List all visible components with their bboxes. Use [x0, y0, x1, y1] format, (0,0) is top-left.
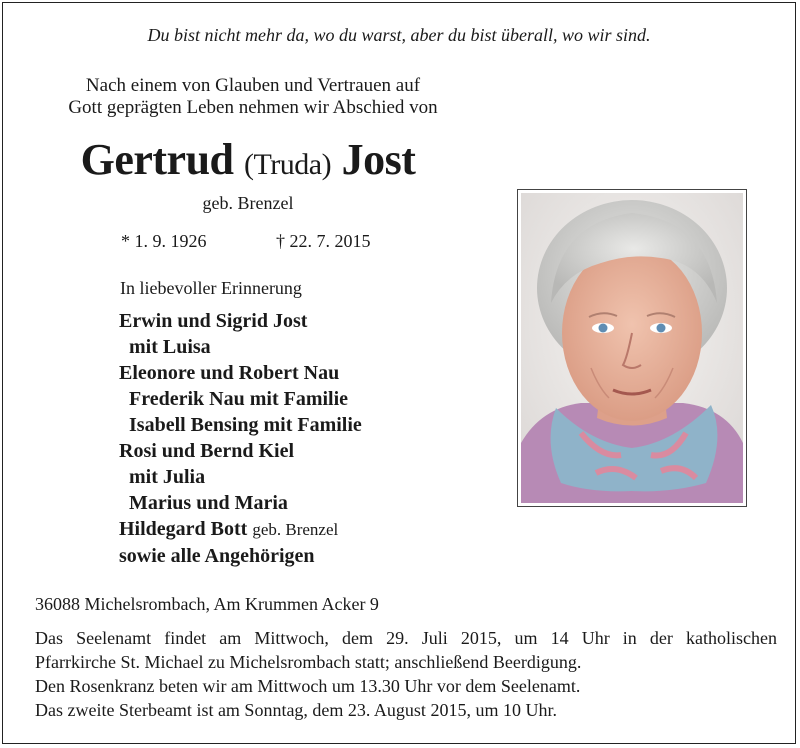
- intro-line: Nach einem von Glauben und Vertrauen auf: [85, 75, 421, 96]
- mourner-name: mit Luisa: [119, 336, 211, 358]
- memorial-quote: Du bist nicht mehr da, wo du warst, aber du bist überall, wo wir sind.: [147, 25, 651, 45]
- family-address: 36088 Michelsrombach, Am Krummen Acker 9: [35, 594, 379, 614]
- birth-name: geb. Brenzel: [202, 193, 294, 213]
- mourner-row: [119, 386, 362, 412]
- mourner-name: Erwin und Sigrid Jost: [119, 310, 308, 332]
- service-line: Das zweite Sterbeamt ist am Sonntag, dem 23. August 2015, um 10 Uhr.: [35, 700, 557, 720]
- portrait-photo: [517, 189, 747, 507]
- service-line: Den Rosenkranz beten wir am Mittwoch um 13.30 Uhr vor dem Seelenamt.: [35, 676, 581, 696]
- last-name: Jost: [341, 135, 416, 184]
- mourner-row: [119, 516, 362, 543]
- mourner-name: Isabell Bensing mit Familie: [119, 414, 362, 436]
- service-details: [35, 626, 777, 722]
- mourner-name: mit Julia: [119, 466, 206, 488]
- birth-date: * 1. 9. 1926: [121, 231, 207, 251]
- death-date: † 22. 7. 2015: [276, 231, 371, 251]
- mourner-birth-name: geb. Brenzel: [252, 520, 339, 539]
- mourner-row: [119, 412, 362, 438]
- deceased-name: [3, 133, 493, 192]
- mourner-row: [119, 464, 362, 490]
- mourner-name: Eleonore und Robert Nau: [119, 362, 340, 384]
- portrait-image: [521, 193, 743, 503]
- nickname: (Truda): [244, 148, 332, 181]
- mourner-name: Hildegard Bott: [119, 518, 248, 540]
- mourner-row: [119, 334, 362, 360]
- intro-line: Gott geprägten Leben nehmen wir Abschied von: [68, 97, 438, 118]
- mourner-name: Marius und Maria: [119, 492, 288, 514]
- mourner-row: [119, 438, 362, 464]
- service-line: Pfarrkirche St. Michael zu Michelsrombach statt; anschließend Beerdigung.: [35, 652, 582, 672]
- mourner-row: [119, 308, 362, 334]
- mourner-name: Rosi und Bernd Kiel: [119, 440, 295, 462]
- mourners-list: [119, 308, 362, 569]
- mourner-name: sowie alle Angehörigen: [119, 545, 315, 567]
- mourner-row: [119, 543, 362, 569]
- memory-heading: In liebevoller Erinnerung: [120, 278, 302, 298]
- first-name: Gertrud: [80, 135, 234, 184]
- mourner-name: Frederik Nau mit Familie: [119, 388, 349, 410]
- service-line: Das Seelenamt findet am Mittwoch, dem 29. Juli 2015, um 14 Uhr in der katholischen: [35, 628, 777, 648]
- obituary-notice: [2, 2, 796, 744]
- mourner-row: [119, 490, 362, 516]
- intro-text: [3, 75, 503, 119]
- mourner-row: [119, 360, 362, 386]
